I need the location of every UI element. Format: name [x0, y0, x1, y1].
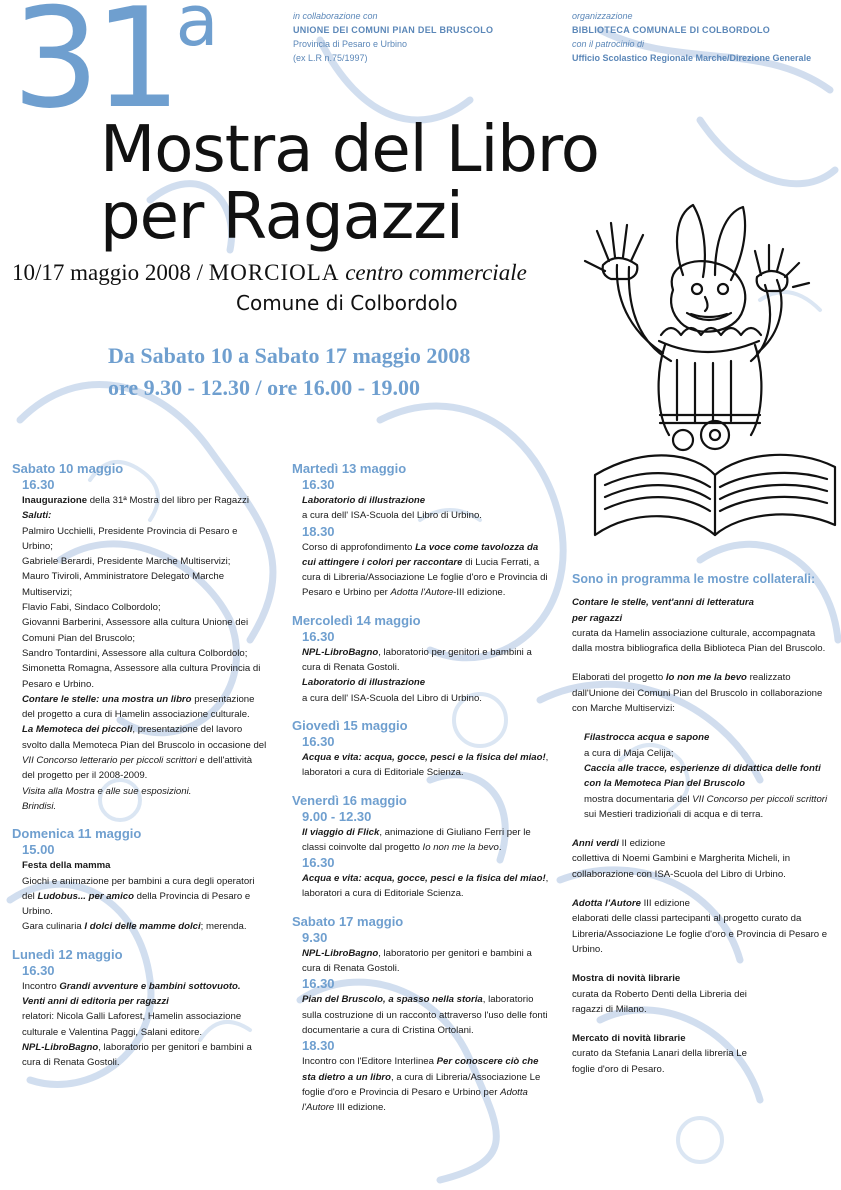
event-text: III edizione.	[334, 1102, 386, 1114]
event-entry	[302, 1054, 550, 1115]
event-text: , laboratorio per genitori e bambini a cura di Renata Gostoli.	[302, 646, 532, 674]
venue-name: MORCIOLA	[208, 260, 340, 285]
event-text: , laboratori a cura di Editoriale Scienza.	[302, 873, 549, 900]
event-dates: 10/17 maggio 2008 /	[12, 260, 204, 285]
exhibition-title: Contare le stelle, vent'anni di letteratura per ragazzi	[572, 597, 754, 624]
event-entry	[302, 645, 550, 676]
exhibition-text: III edizione	[640, 898, 690, 910]
speaker: Palmiro Ucchielli, Presidente Provincia di Pesaro e Urbino;	[22, 525, 238, 552]
event-text-italic: Adotta l'Autore	[390, 587, 454, 599]
event-text: a cura dell' ISA-Scuola del Libro di Urbino.	[302, 692, 482, 704]
event-entry	[302, 871, 550, 902]
exhibition-subtitle: Caccia alle tracce, esperienze di didattica delle fonti con la Memoteca Pian del Bruscolo	[584, 762, 821, 790]
event-title: Ludobus... per amico	[37, 890, 134, 902]
exhibition-text: elaborati delle classi partecipanti al progetto curato da Libreria/Associazione Le foglie d'oro e Provincia di Pesaro e Urbino.	[572, 913, 828, 955]
event-title: Inaugurazione	[22, 495, 88, 506]
event-text: , laboratori a cura di Editoriale Scienza.	[302, 751, 549, 779]
exhibition-title: Mostra di novità librarie	[572, 973, 681, 985]
exhibition-text: Elaborati del progetto	[572, 672, 666, 684]
organization-block	[572, 9, 811, 65]
exhibition-text: II edizione	[618, 838, 666, 850]
collaboration-block	[293, 9, 493, 65]
comune-name: Comune di Colbordolo	[236, 291, 458, 315]
event-time: 16.30	[22, 477, 55, 492]
greetings-label: Saluti:	[22, 510, 52, 522]
event-title: Venti anni di editoria per ragazzi	[22, 996, 169, 1008]
event-time: 9.30	[302, 929, 328, 945]
speaker: Mauro Tiviroli, Amministratore Delegato Marche Multiservizi;	[22, 571, 225, 598]
event-time: 15.00	[22, 842, 55, 858]
date-venue-line	[12, 260, 527, 286]
day-heading: Giovedì 15 maggio	[292, 717, 408, 733]
event-title: Per conoscere ciò che sta dietro a un libro	[302, 1056, 539, 1083]
event-text-italic: VII Concorso letterario per piccoli scrittori	[22, 755, 197, 767]
collab-law: (ex L.R n.75/1997)	[293, 53, 368, 63]
event-title: La voce come tavolozza da cui attingere i colori per raccontare	[302, 541, 539, 568]
event-text: ; merenda.	[200, 921, 247, 933]
exhibition-entry	[572, 670, 834, 716]
exhibition-title: Adotta l'Autore	[572, 898, 641, 910]
event-entry	[22, 493, 267, 508]
event-entry	[22, 692, 267, 723]
event-time: 9.00 - 12.30	[302, 808, 372, 824]
event-title: La Memoteca dei piccoli	[22, 724, 133, 736]
org-label: organizzazione	[572, 11, 633, 21]
event-time: 16.30	[302, 855, 335, 871]
event-time: 18.30	[302, 1038, 335, 1054]
event-text: e dell'attività del progetto per il 2008-2009.	[22, 755, 253, 782]
event-text: , presentazione del lavoro svolto dalla Memoteca Pian del Bruscolo in occasione del	[22, 724, 267, 751]
event-time: 18.30	[302, 523, 335, 539]
event-text: di Lucia Ferrati, a cura di Libreria/Associazione Le foglie d'oro e Provincia di Pesaro e Urbino per	[302, 556, 548, 599]
event-entry	[302, 946, 550, 977]
speaker: Flavio Fabi, Sindaco Colbordolo;	[22, 602, 161, 614]
exhibition-text: realizzato dall'Unione dei Comuni Pian del Bruscolo in collaborazione con Marche Multiservizi:	[572, 672, 823, 715]
exhibition-entry	[584, 792, 834, 823]
event-text: Gara culinaria	[22, 921, 85, 933]
event-title: Acqua e vita: acqua, gocce, pesci e la fisica del miao!	[302, 751, 546, 763]
event-text: , a cura di Libreria/Associazione Le foglie d'oro e Provincia di Pesaro e Urbino per	[302, 1071, 541, 1098]
event-text: Giochi e animazione per bambini a cura degli operatori del	[22, 875, 255, 902]
speaker: Giovanni Barberini, Assessore alla cultura Unione dei Comuni Pian del Bruscolo;	[22, 617, 249, 644]
event-entry	[22, 979, 267, 994]
event-entry	[302, 992, 550, 1038]
event-title: NPL-LibroBagno	[22, 1041, 99, 1053]
title-line-1: Mostra del Libro	[100, 113, 599, 187]
exhibition-entry	[572, 836, 834, 851]
event-text: , laboratorio per genitori e bambini a cura di Renata Gostoli.	[302, 947, 532, 975]
event-entry	[302, 540, 550, 601]
event-text: presentazione del progetto a cura di Hamelin associazione culturale.	[22, 693, 255, 721]
event-entry	[302, 750, 550, 781]
program-column-2	[292, 460, 550, 1115]
exhibition-text: sui Mestieri tradizionali di acqua e di terra.	[584, 808, 764, 820]
event-title: Contare le stelle: una mostra un libro	[22, 693, 192, 705]
schedule-banner-line-1: Da Sabato 10 a Sabato 17 maggio 2008	[108, 343, 471, 368]
exhibition-text: a cura di Maja Celija;	[584, 747, 674, 759]
event-title: NPL-LibroBagno	[302, 947, 379, 959]
event-text: a cura dell' ISA-Scuola del Libro di Urbino.	[302, 510, 482, 522]
day-heading: Sabato 10 maggio	[12, 461, 124, 476]
event-text: della Provincia di Pesaro e Urbino.	[22, 890, 251, 918]
collab-province: Provincia di Pesaro e Urbino	[293, 39, 408, 49]
collateral-exhibitions-title: Sono in programma le mostre collaterali:	[572, 572, 816, 586]
event-text: relatori: Nicola Galli Laforest, Hamelin associazione culturale e Valentina Paggi, Salani editore.	[22, 1011, 242, 1038]
exhibition-text: curata da Hamelin associazione culturale, accompagnata dalla mostra bibliografica della Biblioteca Pian del Bruscolo.	[572, 627, 826, 655]
exhibition-entry	[572, 896, 834, 911]
org-name: BIBLIOTECA COMUNALE DI COLBORDOLO	[572, 25, 771, 35]
event-title: Laboratorio di illustrazione	[302, 677, 426, 689]
speaker: Gabriele Berardi, Presidente Marche Multiservizi;	[22, 556, 231, 568]
edition-number-value: 31	[12, 0, 176, 139]
event-text: .	[498, 841, 502, 853]
event-note: Brindisi.	[22, 800, 57, 812]
day-heading: Sabato 17 maggio	[292, 913, 404, 929]
event-title: Festa della mamma	[22, 860, 111, 872]
event-title: Pian del Bruscolo, a spasso nella storia	[302, 994, 483, 1006]
day-heading: Martedì 13 maggio	[292, 461, 407, 476]
event-text: , laboratorio sulla costruzione di un racconto attraverso l'uso delle fonti documentarie a cura di Cristina Ortolani.	[302, 994, 548, 1036]
speaker: Simonetta Romagna, Assessore alla cultura Provincia di Pesaro e Urbino.	[22, 663, 261, 690]
event-text: , animazione di Giuliano Ferri per le classi coinvolte dal progetto	[302, 826, 531, 853]
exhibition-text-italic: VII Concorso per piccoli scrittori	[692, 793, 828, 805]
event-time: 16.30	[22, 962, 55, 978]
event-time: 16.30	[302, 733, 335, 749]
jester-reading-book-illustration	[565, 185, 837, 555]
title-line-2: per Ragazzi	[100, 180, 463, 254]
event-title: Grandi avventure e bambini sottovuoto.	[59, 980, 241, 992]
event-time: 16.30	[302, 477, 335, 492]
exhibition-text: mostra documentaria del	[584, 793, 693, 805]
event-entry	[22, 919, 267, 934]
day-heading: Lunedì 12 maggio	[12, 946, 123, 962]
event-title: Laboratorio di illustrazione	[302, 495, 426, 506]
speaker: Sandro Tontardini, Assessore alla cultura Colbordolo;	[22, 647, 248, 659]
event-title: Il viaggio di Flick	[302, 826, 380, 838]
event-text-italic: Adotta l'Autore	[302, 1086, 528, 1114]
event-entry	[302, 825, 550, 856]
event-entry	[22, 722, 267, 783]
event-text: Incontro	[22, 980, 60, 992]
collab-name: UNIONE DEI COMUNI PIAN DEL BRUSCOLO	[293, 25, 494, 35]
program-column-1	[12, 460, 267, 1071]
exhibition-text: curato da Stefania Lanari della libreria Le foglie d'oro di Pesaro.	[572, 1048, 747, 1075]
event-text: della 31ª Mostra del libro per Ragazzi	[87, 495, 249, 506]
patron-label: con il patrocinio di	[572, 39, 645, 49]
event-time: 16.30	[302, 628, 335, 644]
exhibition-text: collettiva di Noemi Gambini e Margherita Micheli, in collaborazione con ISA-Scuola del Libro di Urbino.	[572, 853, 791, 880]
event-title: Acqua e vita: acqua, gocce, pesci e la fisica del miao!	[302, 873, 546, 885]
event-text: , laboratorio per genitori e bambini a cura di Renata Gostoli.	[22, 1041, 252, 1069]
exhibition-title: Anni verdi	[572, 838, 619, 850]
edition-ordinal-suffix: a	[175, 0, 219, 62]
event-text: Incontro con l'Editore Interlinea	[302, 1056, 437, 1068]
exhibition-title: Mercato di novità librarie	[572, 1033, 686, 1045]
day-heading: Mercoledì 14 maggio	[292, 612, 421, 628]
edition-number	[12, 0, 219, 139]
exhibition-text: curata da Roberto Denti della Libreria dei ragazzi di Milano.	[572, 988, 747, 1015]
collab-label: in collaborazione con	[293, 11, 378, 21]
day-heading: Domenica 11 maggio	[12, 826, 142, 842]
event-time: 16.30	[302, 976, 335, 992]
patron-name: Ufficio Scolastico Regionale Marche/Direzione Generale	[572, 53, 812, 63]
schedule-banner-line-2: ore 9.30 - 12.30 / ore 16.00 - 19.00	[108, 375, 421, 400]
event-text: Corso di approfondimento	[302, 541, 416, 553]
exhibition-subtitle: Filastrocca acqua e sapone	[584, 732, 710, 744]
event-note: Visita alla Mostra e alle sue esposizioni.	[22, 785, 192, 797]
venue-type: centro commerciale	[345, 260, 527, 285]
exhibition-title: Io non me la bevo	[665, 672, 747, 684]
event-title: I dolci delle mamme dolci	[84, 921, 201, 933]
collateral-exhibitions-column	[572, 572, 834, 1077]
event-title: NPL-LibroBagno	[302, 646, 379, 658]
day-heading: Venerdì 16 maggio	[292, 792, 407, 808]
event-entry	[22, 1040, 267, 1071]
event-text-italic: Io non me la bevo	[422, 841, 499, 853]
event-entry	[22, 874, 267, 920]
event-text: -III edizione.	[453, 587, 506, 599]
